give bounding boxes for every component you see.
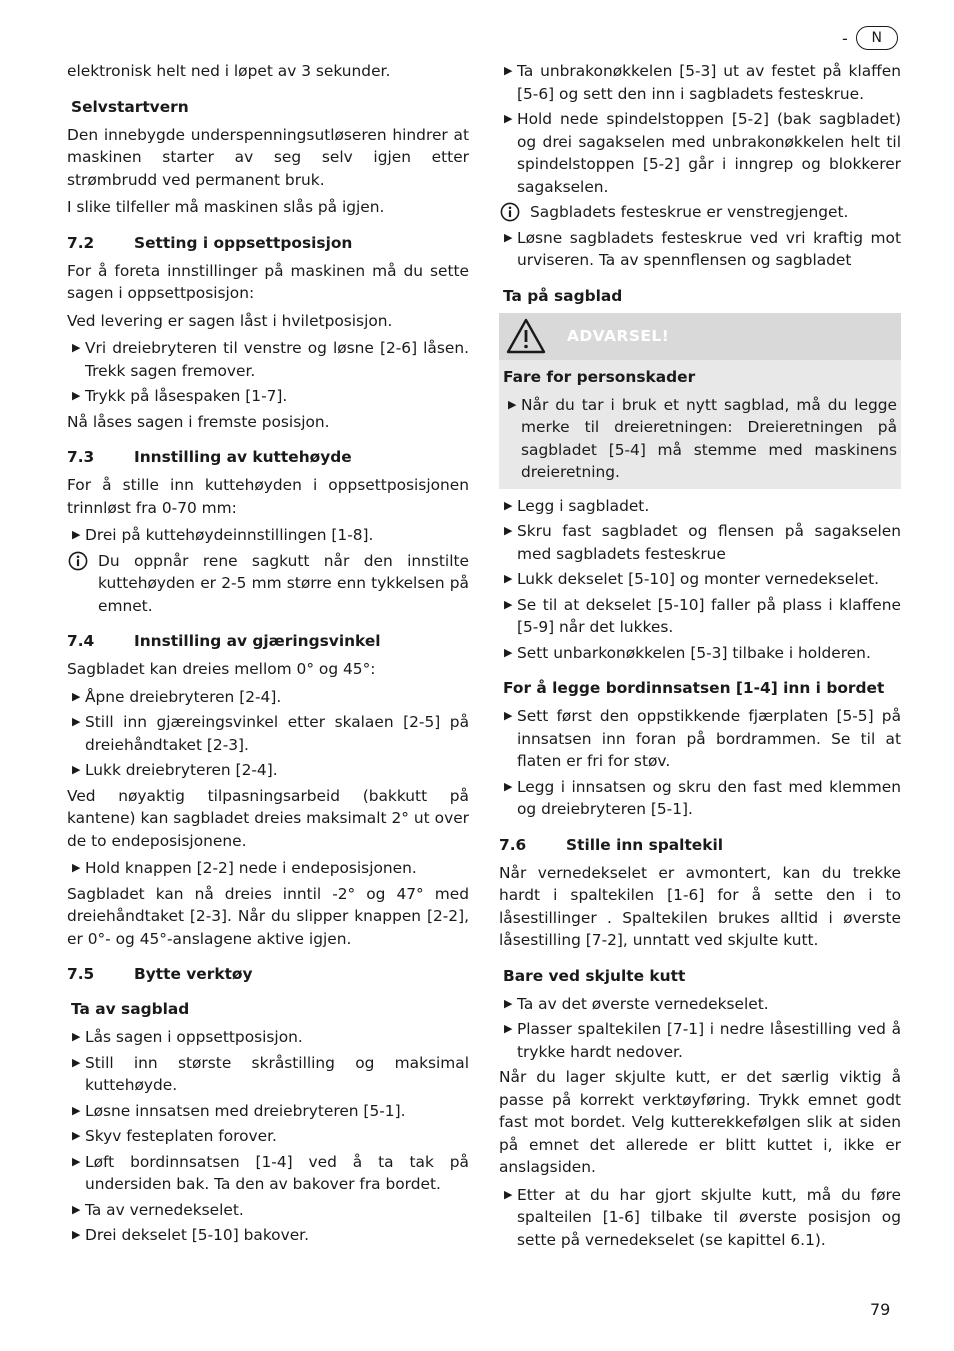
section-7-4-paragraph-2: Ved nøyaktig tilpasningsarbeid (bakkutt på kantene) kan sagbladet dreies maksimalt 2° ut over de to endeposisjonene.	[67, 786, 469, 850]
ta-av-sagblad-heading: Ta av sagblad	[71, 1000, 190, 1018]
info-icon	[500, 202, 520, 222]
arrow-icon: ▶	[504, 64, 513, 77]
step-item	[499, 1018, 901, 1063]
left-column	[67, 60, 469, 1250]
step-item	[499, 60, 901, 105]
bordinnsats-heading: For å legge bordinnsatsen [1-4] inn i bordet	[503, 679, 885, 697]
language-code: N	[856, 26, 898, 50]
arrow-icon: ▶	[504, 779, 513, 793]
section-7-6-paragraph-2: Når du lager skjulte kutt, er det særlig viktig å passe på korrekt verktøyføring. Trykk emnet godt fast mot bordet. Velg kutterekkefølgen slik at siden på emnet det allerede er blitt kuttet i, ikke er anslagsiden.	[499, 1068, 901, 1176]
step-text: Ta av vernedekselet.	[85, 1200, 244, 1219]
section-number: 7.3	[67, 448, 95, 466]
arrow-icon: ▶	[72, 1202, 81, 1216]
step-item	[67, 759, 469, 782]
arrow-icon: ▶	[72, 341, 81, 354]
step-text: Trykk på låsespaken [1-7].	[85, 387, 288, 405]
step-text: Ta av det øverste vernedekselet.	[517, 994, 769, 1013]
section-title: Bytte verktøy	[134, 965, 253, 983]
info-note	[499, 201, 901, 224]
ta-pa-sagblad-heading: Ta på sagblad	[503, 286, 623, 305]
step-text: Åpne dreiebryteren [2-4].	[85, 687, 282, 706]
section-7-4-paragraph-1: Sagbladet kan dreies mellom 0° og 45°:	[67, 660, 376, 678]
step-item	[67, 711, 469, 756]
skjulte-kutt-heading: Bare ved skjulte kutt	[503, 966, 686, 985]
step-text: Se til at dekselet [5-10] faller på plass i klaffene [5-9] når det lukkes.	[517, 595, 901, 636]
step-item	[499, 993, 901, 1016]
arrow-icon: ▶	[72, 689, 81, 703]
arrow-icon: ▶	[72, 1129, 81, 1142]
step-text: Legg i sagbladet.	[517, 496, 650, 515]
step-text: Løft bordinnsatsen [1-4] ved å ta tak på undersiden bak. Ta den av bakover fra bordet.	[85, 1152, 469, 1193]
arrow-icon: ▶	[504, 645, 513, 659]
section-7-2-paragraph-3: Nå låses sagen i fremste posisjon.	[67, 412, 330, 431]
step-item	[499, 1184, 901, 1252]
step-text: Skyv festeplaten forover.	[85, 1127, 277, 1145]
step-item	[499, 642, 901, 665]
info-icon	[68, 551, 88, 571]
step-text: Løsne sagbladets festeskrue ved vri kraftig mot urviseren. Ta av spennflensen og sagbladet	[517, 228, 901, 269]
section-title: Innstilling av gjæringsvinkel	[134, 632, 381, 650]
selvstartvern-paragraph-2: I slike tilfeller må maskinen slås på igjen.	[67, 198, 385, 216]
step-text: Plasser spaltekilen [7-1] i nedre låsestilling ved å trykke hardt nedover.	[517, 1020, 901, 1061]
step-item	[67, 1100, 469, 1123]
step-item	[67, 385, 469, 408]
step-text: Sett først den oppstikkende fjærplaten [5-5] på innsatsen inn foran på bordrammen. Se til at flaten er fri for støv.	[517, 707, 901, 770]
section-7-3-paragraph-1: For å stille inn kuttehøyden i oppsettposisjonen trinnløst fra 0-70 mm:	[67, 476, 469, 517]
step-item	[67, 524, 469, 547]
language-tag	[842, 24, 898, 52]
warning-header	[499, 313, 901, 360]
section-7-6-heading	[499, 834, 901, 856]
step-item	[499, 776, 901, 821]
warning-box	[499, 313, 901, 489]
arrow-icon: ▶	[72, 1154, 81, 1168]
section-7-4-paragraph-3: Sagbladet kan nå dreies inntil -2° og 47° med dreiehåndtaket [2-3]. Når du slipper knappen [2-2], er 0°- og 45°-anslagene aktive igjen.	[67, 884, 469, 948]
step-text: Drei dekselet [5-10] bakover.	[85, 1226, 309, 1244]
step-item	[67, 1151, 469, 1196]
section-title: Innstilling av kuttehøyde	[134, 448, 352, 466]
arrow-icon: ▶	[504, 498, 513, 512]
section-7-6-paragraph-1: Når vernedekselet er avmontert, kan du trekke hardt i spaltekilen [1-6] for å sette den i to låsestillinger . Spaltekilen brukes alltid i øverste låsestilling [7-2], unntatt ved skjulte kutt.	[499, 863, 901, 949]
arrow-icon: ▶	[72, 763, 81, 776]
step-text: Sett unbarkonøkkelen [5-3] tilbake i holderen.	[517, 643, 871, 662]
arrow-icon: ▶	[504, 524, 513, 537]
step-text: Hold nede spindelstoppen [5-2] (bak sagbladet) og drei sagakselen med unbrakonøkkelen helt til spindelstoppen [5-2] går i inngrep og blokkerer sagakselen.	[517, 110, 901, 196]
step-item	[499, 108, 901, 198]
info-note	[67, 550, 469, 618]
step-text: Vri dreiebryteren til venstre og løsne [2-6] låsen. Trekk sagen fremover.	[85, 339, 469, 380]
warning-triangle-icon	[505, 317, 547, 355]
step-item	[499, 568, 901, 591]
step-item	[67, 1125, 469, 1148]
section-7-5-heading	[67, 963, 469, 985]
step-text: Lukk dekselet [5-10] og monter vernedekselet.	[517, 570, 880, 588]
step-text: Skru fast sagbladet og flensen på sagakselen med sagbladets festeskrue	[517, 522, 901, 563]
step-text: Ta unbrakonøkkelen [5-3] ut av festet på klaffen [5-6] og sett den inn i sagbladets festeskrue.	[517, 62, 901, 103]
arrow-icon: ▶	[72, 1103, 81, 1117]
page-number: 79	[870, 1300, 891, 1319]
warning-item	[503, 394, 897, 484]
arrow-icon: ▶	[72, 1055, 81, 1069]
arrow-icon: ▶	[72, 861, 81, 874]
step-item	[499, 227, 901, 272]
section-number: 7.4	[67, 632, 95, 650]
step-item	[499, 705, 901, 773]
arrow-icon: ▶	[72, 389, 81, 402]
step-text: Drei på kuttehøydeinnstillingen [1-8].	[85, 526, 374, 544]
arrow-icon: ▶	[72, 715, 81, 728]
arrow-icon: ▶	[504, 1022, 513, 1035]
arrow-icon: ▶	[72, 1030, 81, 1043]
section-7-3-heading	[67, 446, 469, 468]
section-title: Stille inn spaltekil	[566, 835, 724, 854]
section-number: 7.2	[67, 233, 95, 252]
arrow-icon: ▶	[504, 112, 513, 125]
section-title: Setting i oppsettposisjon	[134, 233, 353, 252]
section-number: 7.5	[67, 965, 95, 983]
warning-label: ADVARSEL!	[567, 327, 670, 345]
right-column	[499, 60, 901, 1254]
step-item	[67, 686, 469, 709]
info-text: Sagbladets festeskrue er venstregjenget.	[530, 203, 849, 221]
section-7-2-paragraph-2: Ved levering er sagen låst i hviletposisjon.	[67, 311, 393, 330]
step-text: Løsne innsatsen med dreiebryteren [5-1].	[85, 1101, 406, 1120]
step-item	[499, 495, 901, 518]
section-7-2-heading	[67, 232, 469, 254]
arrow-icon: ▶	[504, 572, 513, 585]
selvstartvern-heading: Selvstartvern	[71, 97, 189, 116]
step-item	[67, 1224, 469, 1247]
intro-paragraph: elektronisk helt ned i løpet av 3 sekunder.	[67, 62, 391, 80]
arrow-icon: ▶	[504, 597, 513, 611]
arrow-icon: ▶	[504, 996, 513, 1010]
section-7-4-heading	[67, 630, 469, 652]
step-text: Når du tar i bruk et nytt sagblad, må du legge merke til dreieretningen: Dreieretningen på sagbladet [5-4] må stemme med maskinens dreieretning.	[521, 395, 897, 481]
arrow-icon: ▶	[72, 1228, 81, 1241]
step-text: Still inn gjæreingsvinkel etter skalaen [2-5] på dreiehåndtaket [2-3].	[85, 713, 469, 754]
step-item	[67, 337, 469, 382]
selvstartvern-paragraph-1: Den innebygde underspenningsutløseren hindrer at maskinen starter av seg selv igjen etter strømbrudd ved permanent bruk.	[67, 125, 469, 189]
warning-title: Fare for personskader	[503, 367, 696, 386]
arrow-icon: ▶	[508, 397, 517, 411]
step-text: Lukk dreiebryteren [2-4].	[85, 761, 278, 779]
arrow-icon: ▶	[504, 1187, 513, 1201]
arrow-icon: ▶	[504, 230, 513, 244]
step-item	[67, 1199, 469, 1222]
step-text: Etter at du har gjort skjulte kutt, må du føre spalteilen [1-6] tilbake til øverste posisjon og sette på vernedekselet (se kapittel 6.1).	[517, 1185, 901, 1249]
step-text: Legg i innsatsen og skru den fast med klemmen og dreiebryteren [5-1].	[517, 777, 901, 818]
warning-body	[499, 360, 901, 489]
step-item	[67, 1052, 469, 1097]
step-item	[499, 594, 901, 639]
step-item	[67, 1026, 469, 1049]
step-item	[499, 520, 901, 565]
section-7-2-paragraph-1: For å foreta innstillinger på maskinen må du sette sagen i oppsettposisjon:	[67, 261, 469, 302]
language-dash: -	[842, 28, 848, 48]
section-number: 7.6	[499, 835, 527, 854]
info-text: Du oppnår rene sagkutt når den innstilte kuttehøyden er 2-5 mm større enn tykkelsen på emnet.	[98, 551, 469, 615]
arrow-icon: ▶	[72, 528, 81, 541]
step-item	[67, 857, 469, 880]
arrow-icon: ▶	[504, 709, 513, 722]
step-text: Lås sagen i oppsettposisjon.	[85, 1028, 303, 1046]
step-text: Hold knappen [2-2] nede i endeposisjonen.	[85, 859, 417, 877]
step-text: Still inn største skråstilling og maksimal kuttehøyde.	[85, 1053, 469, 1094]
